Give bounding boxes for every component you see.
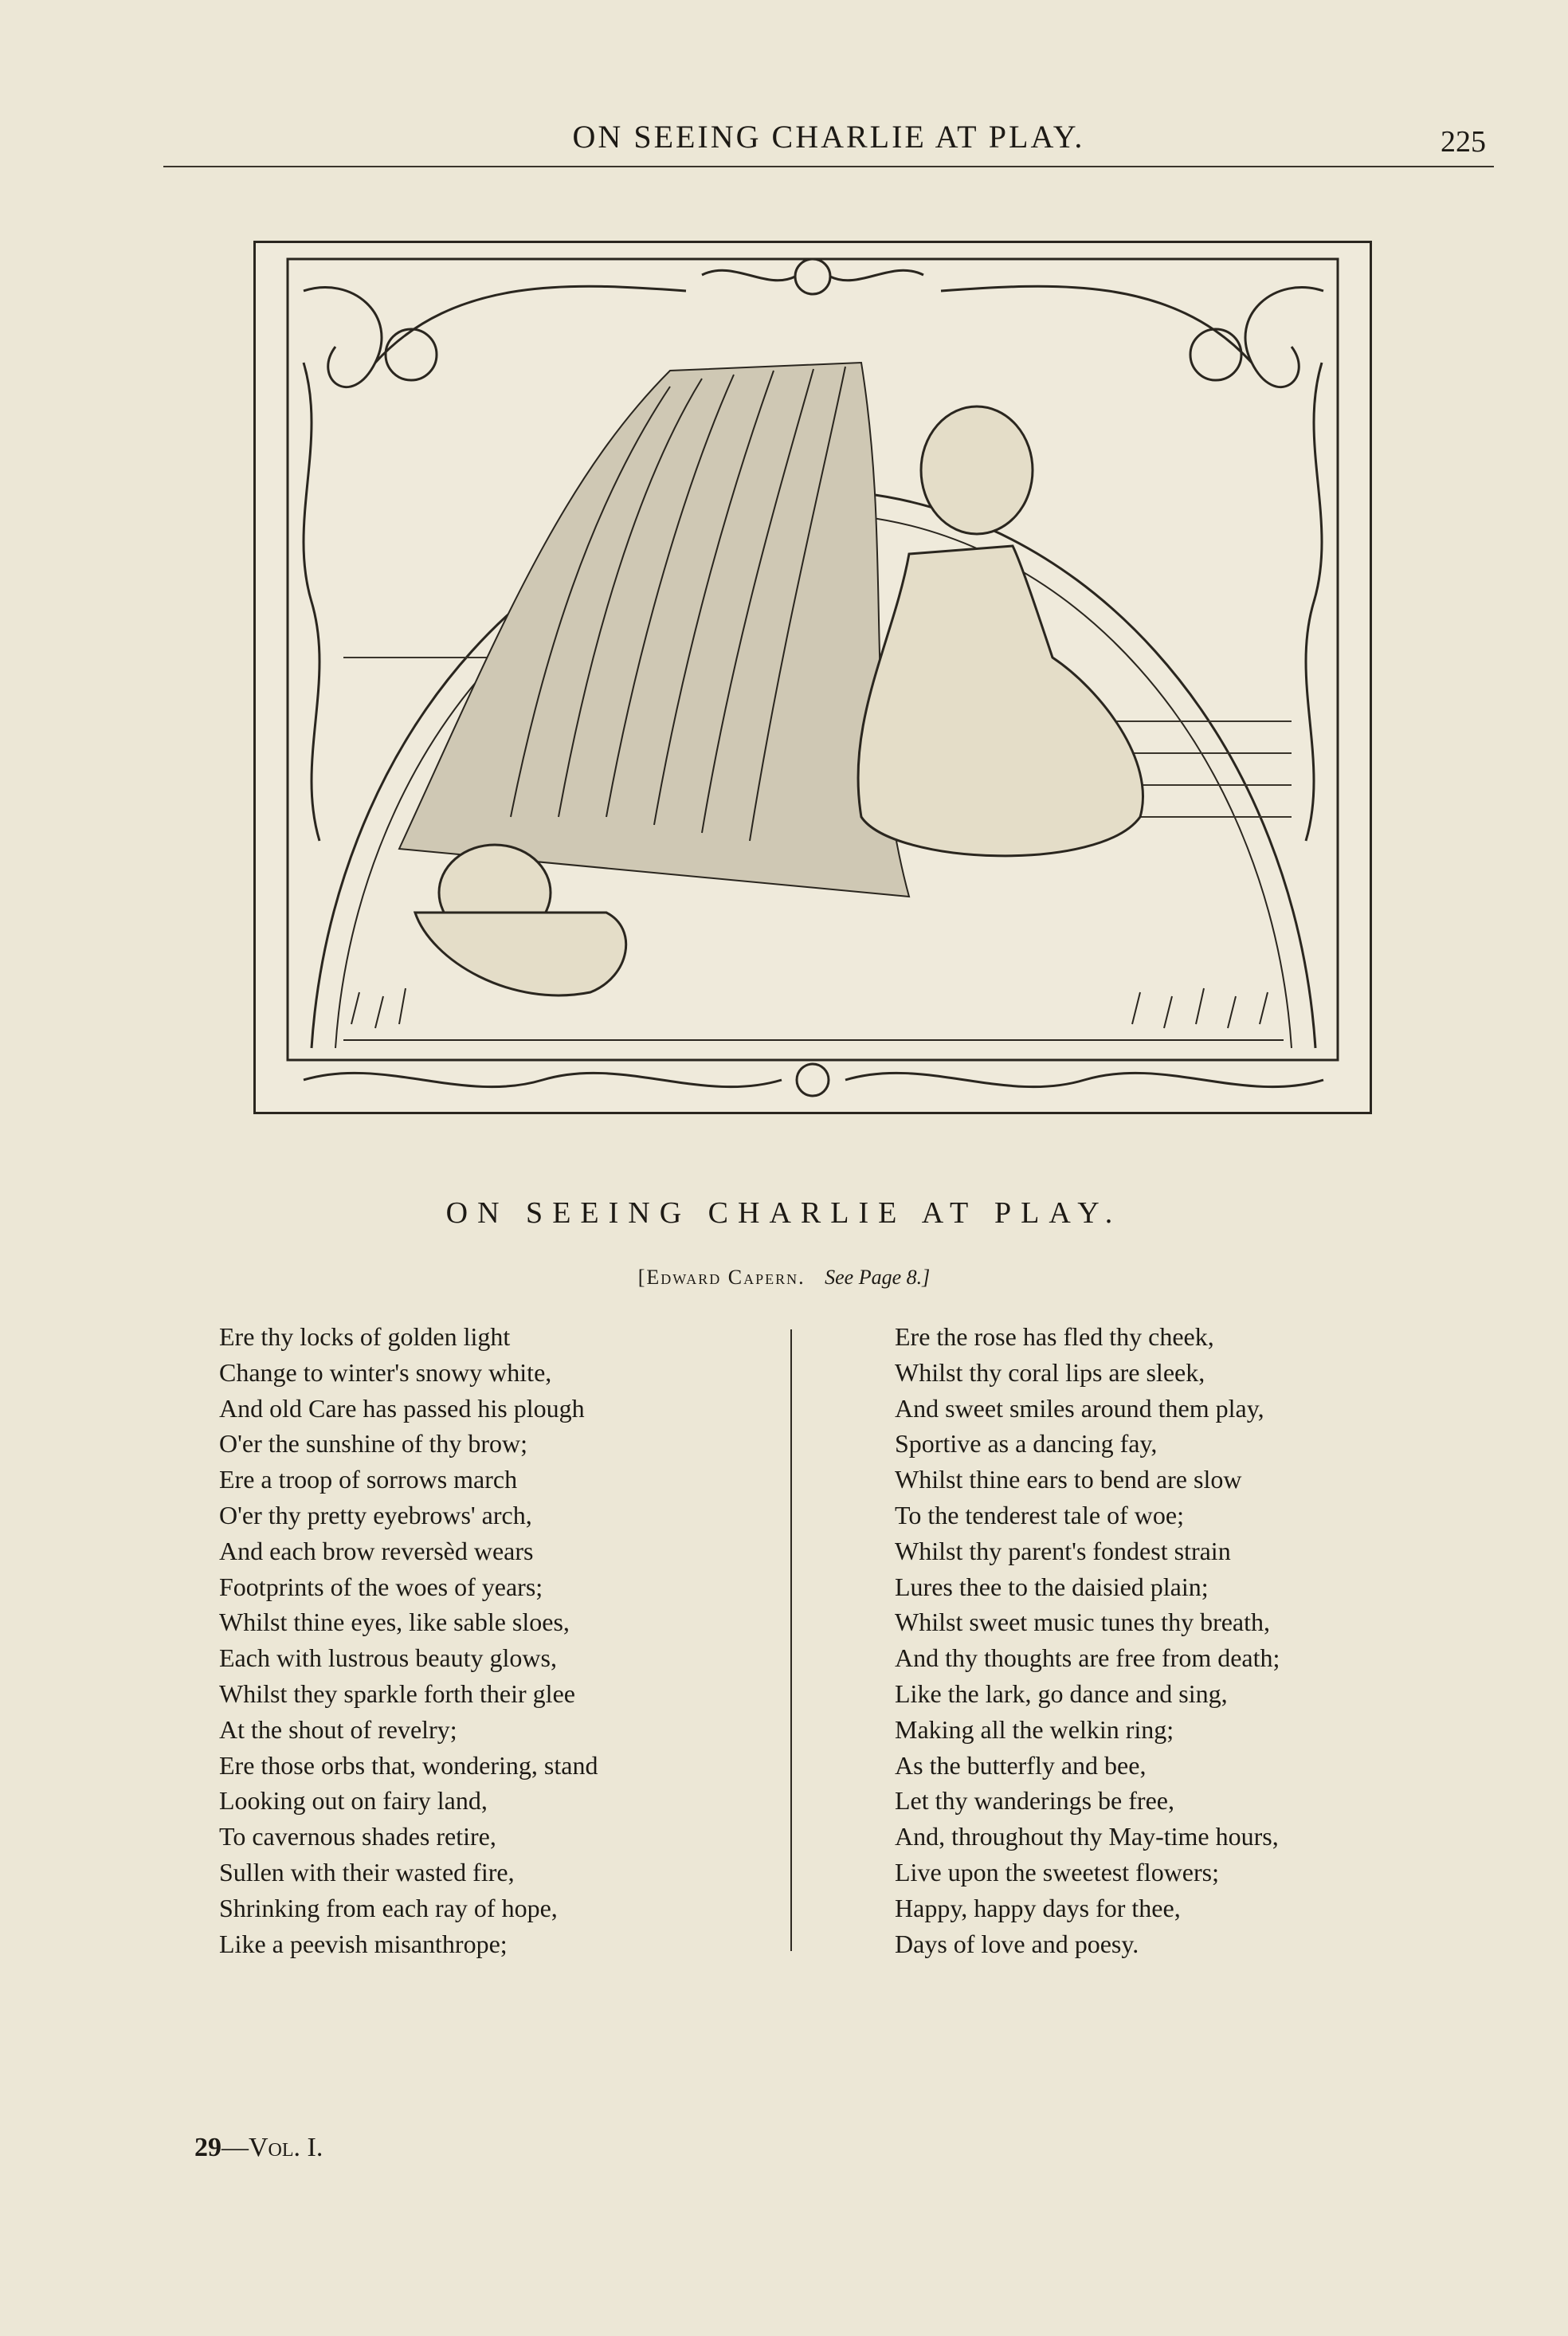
poem-line: To cavernous shades retire, xyxy=(219,1822,496,1851)
poem-line: Looking out on fairy land, xyxy=(219,1786,488,1816)
signature-number: 29 xyxy=(194,2133,221,2162)
poem-line: Sportive as a dancing fay, xyxy=(895,1429,1158,1459)
poem-line: And sweet smiles around them play, xyxy=(895,1393,1264,1423)
page-reference: See Page 8.] xyxy=(825,1266,931,1289)
volume-label: —Vol. I. xyxy=(221,2133,323,2162)
poem-line: Footprints of the woes of years; xyxy=(219,1572,543,1601)
poem-line: Shrinking from each ray of hope, xyxy=(219,1893,558,1922)
poem-line: Ere those orbs that, wondering, stand xyxy=(219,1750,598,1780)
poem-line: Whilst thy coral lips are sleek, xyxy=(895,1357,1205,1387)
poem-line: Whilst they sparkle forth their glee xyxy=(219,1678,575,1708)
poem-line: Like a peevish misanthrope; xyxy=(219,1929,508,1958)
signature-mark xyxy=(194,2133,323,2163)
poem-line: Let thy wanderings be free, xyxy=(895,1786,1174,1816)
poem-line: Each with lustrous beauty glows, xyxy=(219,1643,557,1673)
poem-line: Change to winter's snowy white, xyxy=(219,1357,552,1387)
poem-line: And, throughout thy May-time hours, xyxy=(895,1822,1279,1851)
poem-line: Making all the welkin ring; xyxy=(895,1714,1174,1744)
poem-line: And each brow reversèd wears xyxy=(219,1536,534,1565)
poem-line: Happy, happy days for thee, xyxy=(895,1893,1181,1922)
poem-line: And thy thoughts are free from death; xyxy=(895,1643,1280,1673)
poem-line: O'er the sunshine of thy brow; xyxy=(219,1429,528,1459)
poem-line: Days of love and poesy. xyxy=(895,1929,1139,1958)
poem-line: Lures thee to the daisied plain; xyxy=(895,1572,1209,1601)
running-title: ON SEEING CHARLIE AT PLAY. xyxy=(572,119,1085,155)
column-divider xyxy=(790,1329,792,1951)
attribution xyxy=(0,1266,1568,1290)
poem-line: And old Care has passed his plough xyxy=(219,1393,585,1423)
poem-line: Whilst thy parent's fondest strain xyxy=(895,1536,1231,1565)
engraving-illustration xyxy=(253,241,1372,1114)
poem-line: As the butterfly and bee, xyxy=(895,1750,1147,1780)
poem-line: Whilst thine ears to bend are slow xyxy=(895,1465,1242,1494)
poem-line: At the shout of revelry; xyxy=(219,1714,457,1744)
poem-line: Ere the rose has fled thy cheek, xyxy=(895,1322,1214,1351)
poem-column-left xyxy=(219,1319,777,1961)
poem-line: O'er thy pretty eyebrows' arch, xyxy=(219,1500,532,1529)
poem-line: Sullen with their wasted fire, xyxy=(219,1857,515,1886)
page-number: 225 xyxy=(1441,125,1486,159)
poem-line: Ere a troop of sorrows march xyxy=(219,1465,518,1494)
running-head xyxy=(163,118,1494,167)
poem-line: Like the lark, go dance and sing, xyxy=(895,1678,1228,1708)
poem-line: To the tenderest tale of woe; xyxy=(895,1500,1184,1529)
poem-line: Whilst sweet music tunes thy breath, xyxy=(895,1608,1271,1637)
poem-title: ON SEEING CHARLIE AT PLAY. xyxy=(445,1196,1123,1230)
poem-line: Whilst thine eyes, like sable sloes, xyxy=(219,1608,570,1637)
poem-column-right xyxy=(895,1319,1452,1961)
author-credit: [Edward Capern. xyxy=(637,1266,806,1289)
poem-line: Live upon the sweetest flowers; xyxy=(895,1857,1219,1886)
poem-line: Ere thy locks of golden light xyxy=(219,1322,511,1351)
